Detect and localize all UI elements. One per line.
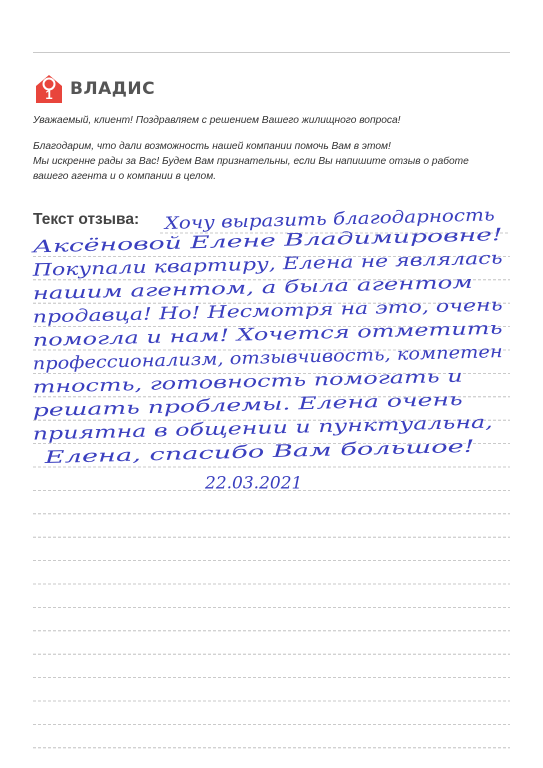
brand-name: ВЛАДИС [70,79,156,99]
handwritten-line: Аксёновой Елене Владимировне! [32,229,333,258]
handwritten-line: Покупали квартиру, Елена не являлась [32,251,396,281]
handwritten-date: 22.03.2021 [205,473,303,494]
thanks-line-3: вашего агента и о компании в целом. [33,171,217,182]
logo-digit: 1 [45,87,53,102]
handwritten-line: продавца! Но! Несмотря на это, очень [32,298,395,328]
thanks-line-2: Мы искренне рады за Вас! Будем Вам признательны, если Вы напишите отзыв о работе [33,156,469,167]
handwritten-line: Хочу выразить благодарность [164,206,448,234]
handwritten-line: профессионализм, отзывчивость, компетен [32,343,446,375]
handwritten-line: Елена, спасибо Вам большое! [44,440,314,468]
handwritten-line: приятна в общении и пунктуальна, [32,415,363,445]
handwritten-line: решать проблемы. Елена очень [32,393,325,422]
handwritten-line: помогла и нам! Хочется отметить [32,322,366,351]
review-label: Текст отзыва: [33,211,140,228]
thanks-line-1: Благодарим, что дали возможность нашей компании помочь Вам в этом! [33,141,391,152]
handwritten-review [31,205,503,493]
handwritten-line: тность, готовность помогать и [32,369,339,398]
handwritten-line: нашим агентом, а была агентом [32,276,339,305]
greeting-text: Уважаемый, клиент! Поздравляем с решением Вашего жилищного вопроса! [33,115,401,126]
